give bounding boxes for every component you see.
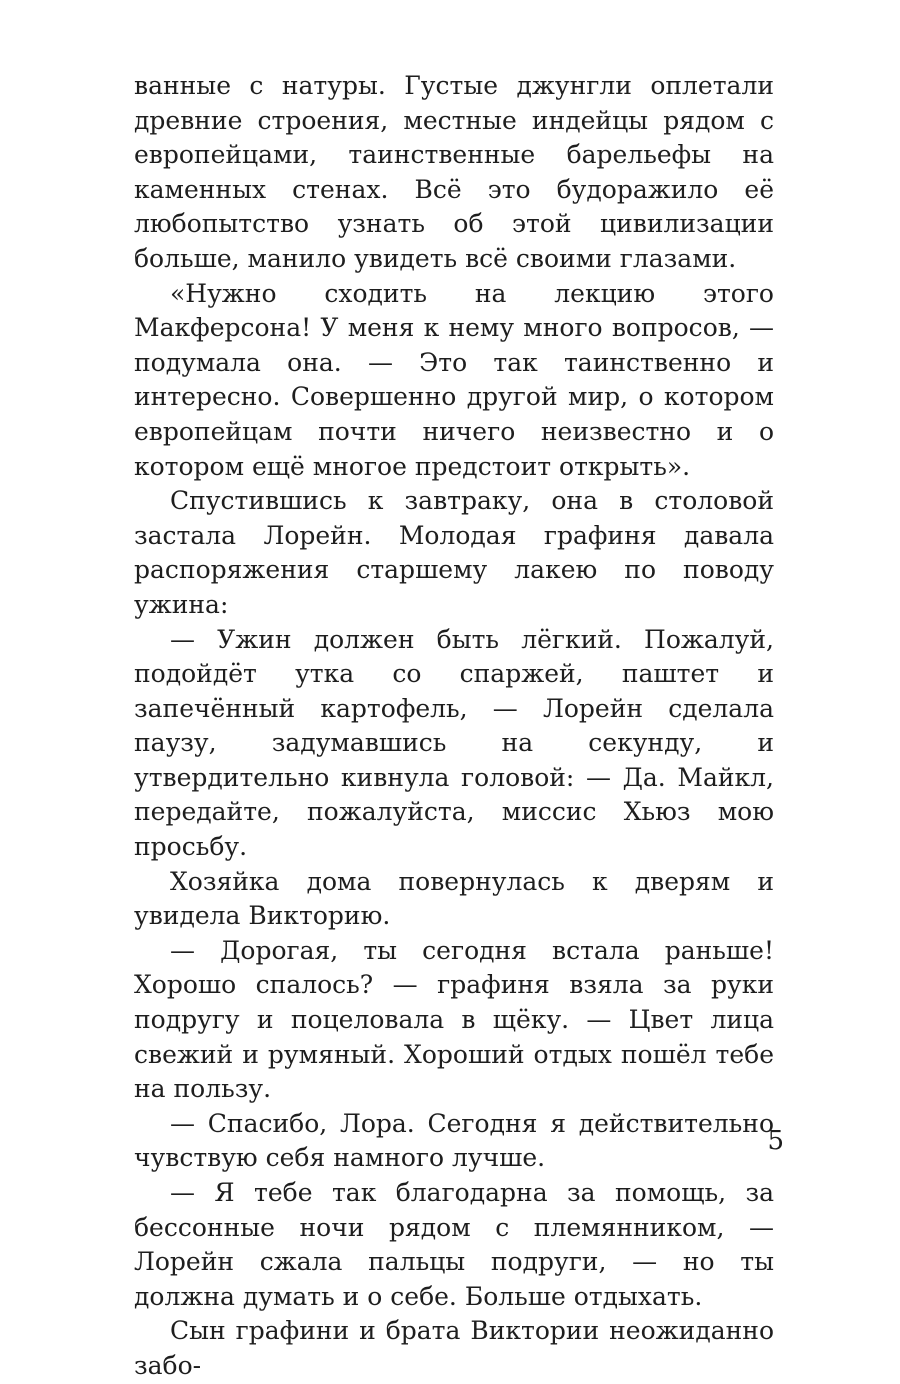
page-number: 5: [767, 1126, 784, 1156]
paragraph-dinner-order: — Ужин должен быть лёгкий. Пожалуй, подойдёт утка со спаржей, паштет и запечённый картофель, — Лорейн сделала паузу, задумавшись на секунду, и утвердительно кивнула головой: — Да. Майкл, передайте, пожалуйста, миссис Хьюз мою просьбу.: [134, 624, 774, 862]
paragraph-lecture-thoughts: «Нужно сходить на лекцию этого Макферсона! У меня к нему много вопросов, — подумала она. — Это так таинственно и интересно. Совершенно другой мир, о котором европейцам почти ничего неизвестно и о котором ещё многое предстоит открыть».: [134, 278, 774, 481]
body-text: [134, 69, 774, 1384]
paragraph-greeting: — Дорогая, ты сегодня встала раньше! Хорошо спалось? — графиня взяла за руки подругу и поцеловала в щёку. — Цвет лица свежий и румяный. Хороший отдых пошёл тебе на пользу.: [134, 935, 774, 1104]
paragraph-thanks: — Спасибо, Лора. Сегодня я действительно чувствую себя намного лучше.: [134, 1108, 774, 1173]
paragraph-continuation: ванные с натуры. Густые джунгли оплетали древние строения, местные индейцы рядом с европейцами, таинственные барельефы на каменных стенах. Всё это будоражило её любопытство узнать об этой цивилизации больше, манило увидеть всё своими глазами.: [134, 71, 774, 273]
paragraph-hostess-turns: Хозяйка дома повернулась к дверям и увидела Викторию.: [134, 866, 774, 931]
paragraph-breakfast: Спустившись к завтраку, она в столовой застала Лорейн. Молодая графиня давала распоряжения старшему лакею по поводу ужина:: [134, 486, 774, 619]
paragraph-son: Сын графини и брата Виктории неожиданно забо-: [134, 1316, 774, 1380]
paragraph-gratitude: — Я тебе так благодарна за помощь, за бессонные ночи рядом с племянником, — Лорейн сжала пальцы подруги, — но ты должна думать и о себе. Больше отдыхать.: [134, 1178, 774, 1311]
